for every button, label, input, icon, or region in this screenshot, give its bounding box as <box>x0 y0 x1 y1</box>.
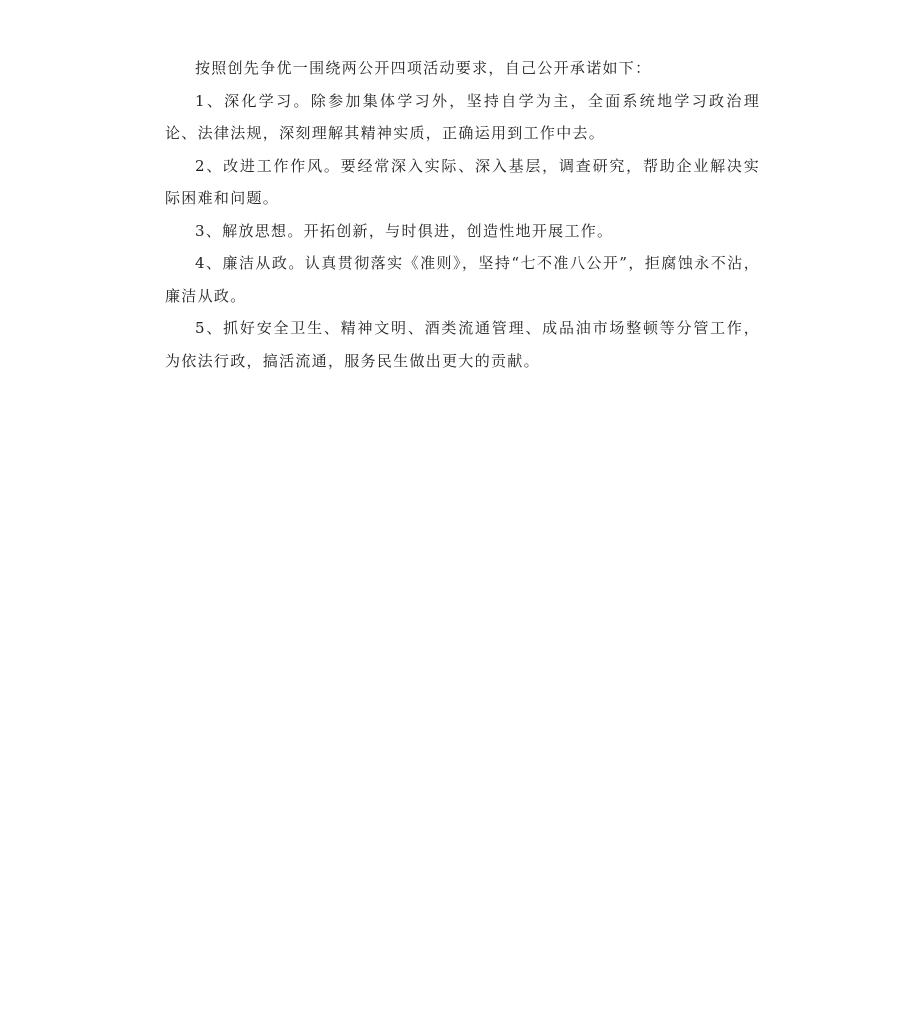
commitment-item-5: 5、抓好安全卫生、精神文明、酒类流通管理、成品油市场整顿等分管工作，为依法行政，搞活流通，服务民生做出更大的贡献。 <box>165 319 760 370</box>
commitment-item-3: 3、解放思想。开拓创新，与时俱进，创造性地开展工作。 <box>195 221 614 240</box>
document-body <box>165 52 760 377</box>
commitment-item-2: 2、改进工作作风。要经常深入实际、深入基层，调查研究，帮助企业解决实际困难和问题。 <box>165 156 760 207</box>
intro-paragraph: 按照创先争优一围绕两公开四项活动要求，自己公开承诺如下： <box>195 59 652 77</box>
commitment-item-1: 1、深化学习。除参加集体学习外，坚持自学为主，全面系统地学习政治理论、法律法规，深刻理解其精神实质，正确运用到工作中去。 <box>165 91 760 142</box>
commitment-item-4: 4、廉洁从政。认真贯彻落实《准则》，坚持“七不准八公开”，拒腐蚀永不沾，廉洁从政。 <box>165 254 760 305</box>
